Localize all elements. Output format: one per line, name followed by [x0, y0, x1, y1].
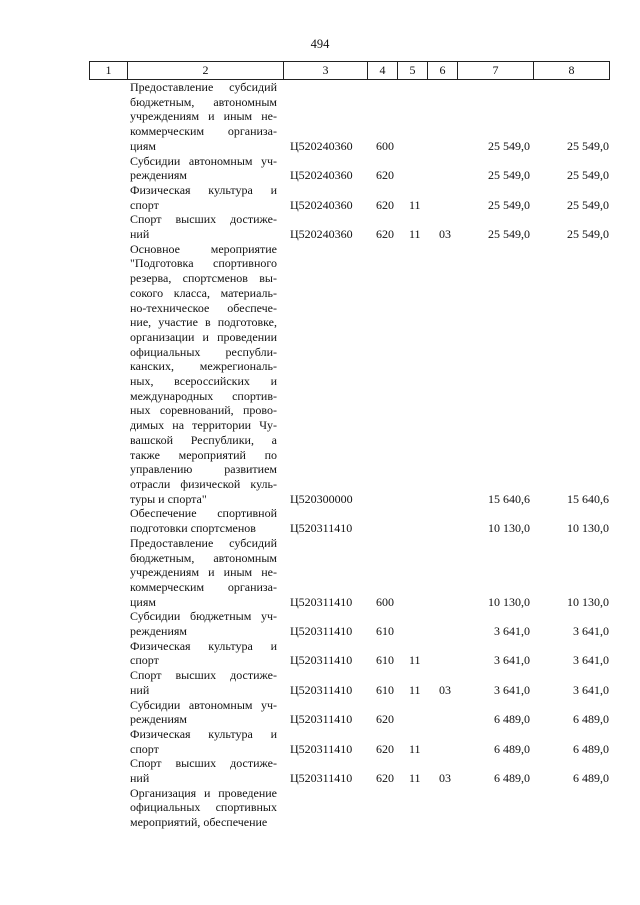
row-col-4: 620 [376, 168, 394, 183]
header-col-4: 4 [367, 62, 397, 79]
row-code: Ц520311410 [290, 624, 353, 639]
description-line: официальных спортивных [130, 800, 277, 815]
row-code: Ц520311410 [290, 741, 353, 756]
description-line: канских, межрегиональ- [130, 359, 277, 374]
description-line: "Подготовка спортивного [130, 256, 277, 271]
description-line: мероприятий, обеспечение [130, 815, 268, 830]
row-col-4: 620 [376, 741, 394, 756]
row-col-7: 6 489,0 [494, 771, 530, 786]
description-line: реждениям [130, 624, 188, 639]
row-col-8: 6 489,0 [573, 741, 609, 756]
row-col-4: 600 [376, 594, 394, 609]
row-code: Ц520240360 [290, 227, 353, 242]
header-col-2: 2 [127, 62, 283, 79]
description-line: циям [130, 594, 156, 609]
description-line: Субсидии автономным уч- [130, 697, 277, 712]
row-description [130, 786, 277, 830]
row-col-5: 11 [409, 771, 421, 786]
description-line: Предоставление субсидий [130, 80, 277, 94]
row-col-8: 3 641,0 [573, 682, 609, 697]
description-line: подготовки спортсменов [130, 521, 256, 536]
description-line: ных, всероссийских и [130, 374, 277, 389]
description-line: официальных республи- [130, 344, 277, 359]
description-line: ных соревнований, прово- [130, 403, 277, 418]
header-col-3: 3 [283, 62, 367, 79]
row-col-7: 15 640,6 [488, 491, 530, 506]
row-col-4: 610 [376, 653, 394, 668]
row-code: Ц520240360 [290, 138, 353, 153]
description-line: ний [130, 682, 150, 697]
description-line: учреждениям и иным не- [130, 565, 277, 580]
header-col-1: 1 [89, 62, 127, 79]
description-line: Физическая культура и [130, 638, 277, 653]
description-line: реждениям [130, 168, 188, 183]
table-row [0, 756, 640, 785]
row-col-6: 03 [439, 227, 451, 242]
row-col-4: 610 [376, 624, 394, 639]
row-col-4: 600 [376, 138, 394, 153]
description-line: управлению развитием [130, 462, 277, 477]
description-line: Субсидии автономным уч- [130, 153, 277, 168]
description-line: Предоставление субсидий [130, 535, 277, 550]
header-col-7: 7 [457, 62, 533, 79]
row-col-6: 03 [439, 682, 451, 697]
row-col-4: 620 [376, 197, 394, 212]
row-col-8: 25 549,0 [567, 227, 609, 242]
table-header [89, 61, 610, 80]
description-line: бюджетным, автономным [130, 94, 277, 109]
description-line: отрасли физической куль- [130, 476, 277, 491]
description-line: циям [130, 138, 156, 153]
description-line: спорт [130, 741, 159, 756]
table-row [0, 639, 640, 668]
row-col-5: 11 [409, 197, 421, 212]
description-line: Основное мероприятие [130, 241, 277, 256]
row-col-6: 03 [439, 771, 451, 786]
description-line: ний [130, 227, 150, 242]
row-description [130, 154, 277, 183]
row-col-8: 10 130,0 [567, 521, 609, 536]
row-code: Ц520311410 [290, 521, 353, 536]
description-line: Физическая культура и [130, 726, 277, 741]
row-col-7: 25 549,0 [488, 197, 530, 212]
table-row [0, 506, 640, 535]
row-col-5: 11 [409, 682, 421, 697]
row-col-8: 10 130,0 [567, 594, 609, 609]
description-line: бюджетным, автономным [130, 550, 277, 565]
row-col-4: 620 [376, 771, 394, 786]
description-line: реждениям [130, 712, 188, 727]
row-col-8: 25 549,0 [567, 138, 609, 153]
table-row [0, 212, 640, 241]
description-line: сокого класса, материаль- [130, 285, 277, 300]
description-line: коммерческим организа- [130, 579, 277, 594]
row-description [130, 698, 277, 727]
description-line: учреждениям и иным не- [130, 109, 277, 124]
row-col-4: 610 [376, 682, 394, 697]
row-col-8: 15 640,6 [567, 491, 609, 506]
row-col-7: 25 549,0 [488, 138, 530, 153]
row-col-7: 6 489,0 [494, 741, 530, 756]
row-col-8: 6 489,0 [573, 712, 609, 727]
table-row [0, 609, 640, 638]
row-description [130, 668, 277, 697]
description-line: Спорт высших достиже- [130, 668, 277, 683]
row-code: Ц520311410 [290, 594, 353, 609]
row-description [130, 609, 277, 638]
row-description [130, 639, 277, 668]
description-line: Обеспечение спортивной [130, 506, 277, 521]
row-col-7: 25 549,0 [488, 168, 530, 183]
header-col-8: 8 [533, 62, 610, 79]
row-col-7: 10 130,0 [488, 594, 530, 609]
row-description [130, 756, 277, 785]
row-code: Ц520240360 [290, 197, 353, 212]
description-line: резерва, спортсменов вы- [130, 271, 277, 286]
row-col-8: 3 641,0 [573, 653, 609, 668]
table-row [0, 668, 640, 697]
row-description [130, 212, 277, 241]
description-line: также мероприятий по [130, 447, 277, 462]
description-line: но-техническое обеспече- [130, 300, 277, 315]
description-line: Организация и проведение [130, 785, 277, 800]
page-number: 494 [310, 37, 330, 51]
header-col-5: 5 [397, 62, 427, 79]
row-col-7: 10 130,0 [488, 521, 530, 536]
row-description [130, 506, 277, 535]
description-line: туры и спорта" [130, 491, 207, 506]
table-body [0, 80, 640, 830]
description-line: организации и проведении [130, 329, 277, 344]
row-description [130, 242, 277, 507]
row-col-7: 3 641,0 [494, 682, 530, 697]
row-col-8: 3 641,0 [573, 624, 609, 639]
table-row [0, 80, 640, 154]
description-line: вашской Республики, а [130, 432, 277, 447]
row-col-5: 11 [409, 227, 421, 242]
row-col-7: 6 489,0 [494, 712, 530, 727]
description-line: Субсидии бюджетным уч- [130, 609, 277, 624]
row-code: Ц520311410 [290, 771, 353, 786]
table-row [0, 727, 640, 756]
description-line: Спорт высших достиже- [130, 756, 277, 771]
row-code: Ц520311410 [290, 653, 353, 668]
row-col-8: 25 549,0 [567, 168, 609, 183]
row-code: Ц520240360 [290, 168, 353, 183]
table-row [0, 242, 640, 507]
description-line: Физическая культура и [130, 182, 277, 197]
row-code: Ц520311410 [290, 712, 353, 727]
row-description [130, 183, 277, 212]
description-line: ние, участие в подготовке, [130, 315, 277, 330]
description-line: димых на территории Чу- [130, 418, 277, 433]
table-row [0, 536, 640, 610]
row-col-8: 6 489,0 [573, 771, 609, 786]
row-col-7: 25 549,0 [488, 227, 530, 242]
row-col-4: 620 [376, 712, 394, 727]
row-col-8: 25 549,0 [567, 197, 609, 212]
description-line: спорт [130, 197, 159, 212]
row-col-4: 620 [376, 227, 394, 242]
description-line: спорт [130, 653, 159, 668]
row-description [130, 727, 277, 756]
description-line: международных спортив- [130, 388, 277, 403]
description-line: ний [130, 771, 150, 786]
row-col-7: 3 641,0 [494, 624, 530, 639]
description-line: коммерческим организа- [130, 124, 277, 139]
table-row [0, 698, 640, 727]
row-col-5: 11 [409, 741, 421, 756]
row-col-7: 3 641,0 [494, 653, 530, 668]
row-description [130, 536, 277, 610]
row-code: Ц520300000 [290, 491, 353, 506]
table-row [0, 786, 640, 830]
row-description [130, 80, 277, 154]
row-code: Ц520311410 [290, 682, 353, 697]
header-col-6: 6 [427, 62, 457, 79]
description-line: Спорт высших достиже- [130, 212, 277, 227]
row-col-5: 11 [409, 653, 421, 668]
table-row [0, 154, 640, 183]
table-row [0, 183, 640, 212]
